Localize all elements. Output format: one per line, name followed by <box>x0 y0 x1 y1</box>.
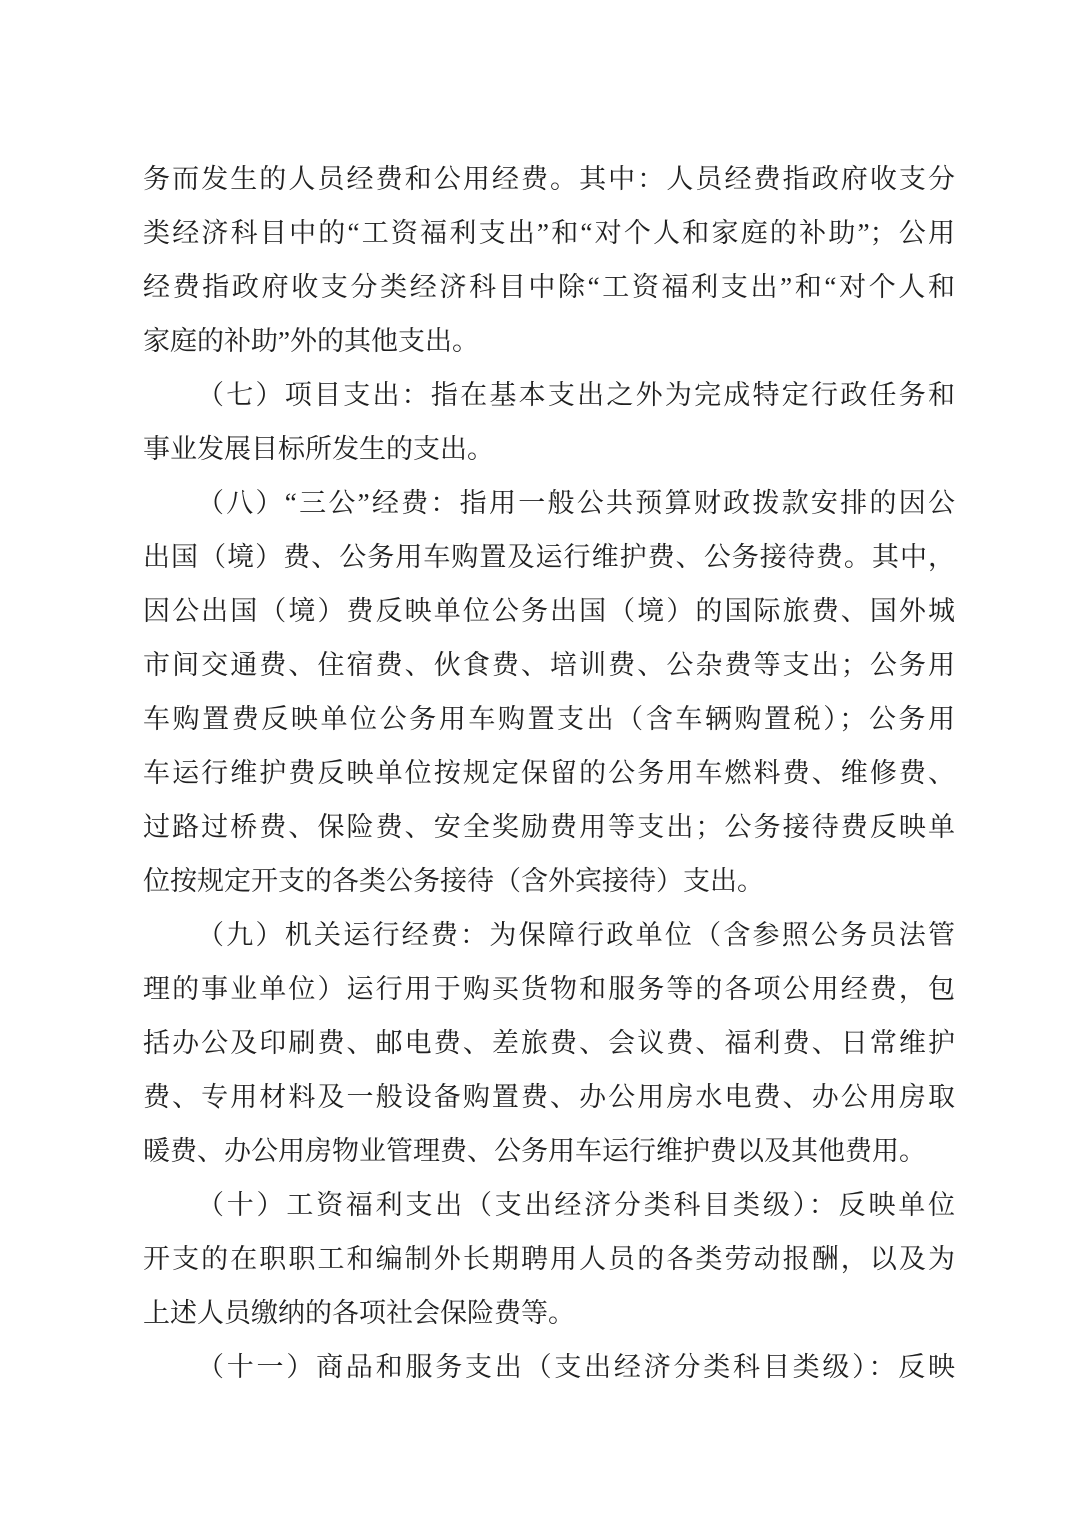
paragraph <box>143 908 955 1178</box>
text-line: （九）机关运行经费：为保障行政单位（含参照公务员法管 <box>197 920 955 950</box>
text-line: 暖费、办公用房物业管理费、公务用车运行维护费以及其他费用。 <box>143 1136 926 1166</box>
text-line: 家庭的补助”外的其他支出。 <box>143 326 479 356</box>
text-line: 经费指政府收支分类经济科目中除“工资福利支出”和“对个人和 <box>143 272 955 302</box>
paragraph <box>143 152 955 368</box>
text-line: 事业发展目标所发生的支出。 <box>143 434 494 464</box>
text-line: 费、专用材料及一般设备购置费、办公用房水电费、办公用房取 <box>143 1082 955 1112</box>
text-line: （十一）商品和服务支出（支出经济分类科目类级）：反映 <box>197 1352 955 1382</box>
text-line: 车购置费反映单位公务用车购置支出（含车辆购置税）；公务用 <box>143 704 955 734</box>
text-line: 市间交通费、住宿费、伙食费、培训费、公杂费等支出；公务用 <box>143 650 955 680</box>
text-line: 上述人员缴纳的各项社会保险费等。 <box>143 1298 575 1328</box>
paragraph <box>143 368 955 476</box>
text-line: 理的事业单位）运行用于购买货物和服务等的各项公用经费，包 <box>143 974 955 1004</box>
text-line: 过路过桥费、保险费、安全奖励费用等支出；公务接待费反映单 <box>143 812 955 842</box>
text-line: （八）“三公”经费：指用一般公共预算财政拨款安排的因公 <box>197 488 955 518</box>
text-line: （十）工资福利支出（支出经济分类科目类级）：反映单位 <box>197 1190 955 1220</box>
body-text <box>143 152 955 1394</box>
paragraph <box>143 1178 955 1340</box>
text-line: 出国（境）费、公务用车购置及运行维护费、公务接待费。其中， <box>143 542 955 572</box>
text-line: 车运行维护费反映单位按规定保留的公务用车燃料费、维修费、 <box>143 758 955 788</box>
text-line: 因公出国（境）费反映单位公务出国（境）的国际旅费、国外城 <box>143 596 955 626</box>
text-line: 开支的在职职工和编制外长期聘用人员的各类劳动报酬，以及为 <box>143 1244 955 1274</box>
text-line: 位按规定开支的各类公务接待（含外宾接待）支出。 <box>143 866 764 896</box>
text-line: 括办公及印刷费、邮电费、差旅费、会议费、福利费、日常维护 <box>143 1028 955 1058</box>
text-line: （七）项目支出：指在基本支出之外为完成特定行政任务和 <box>197 380 955 410</box>
paragraph <box>143 1340 955 1394</box>
text-line: 类经济科目中的“工资福利支出”和“对个人和家庭的补助”；公用 <box>143 218 955 248</box>
paragraph <box>143 476 955 908</box>
text-line: 务而发生的人员经费和公用经费。其中：人员经费指政府收支分 <box>143 164 955 194</box>
